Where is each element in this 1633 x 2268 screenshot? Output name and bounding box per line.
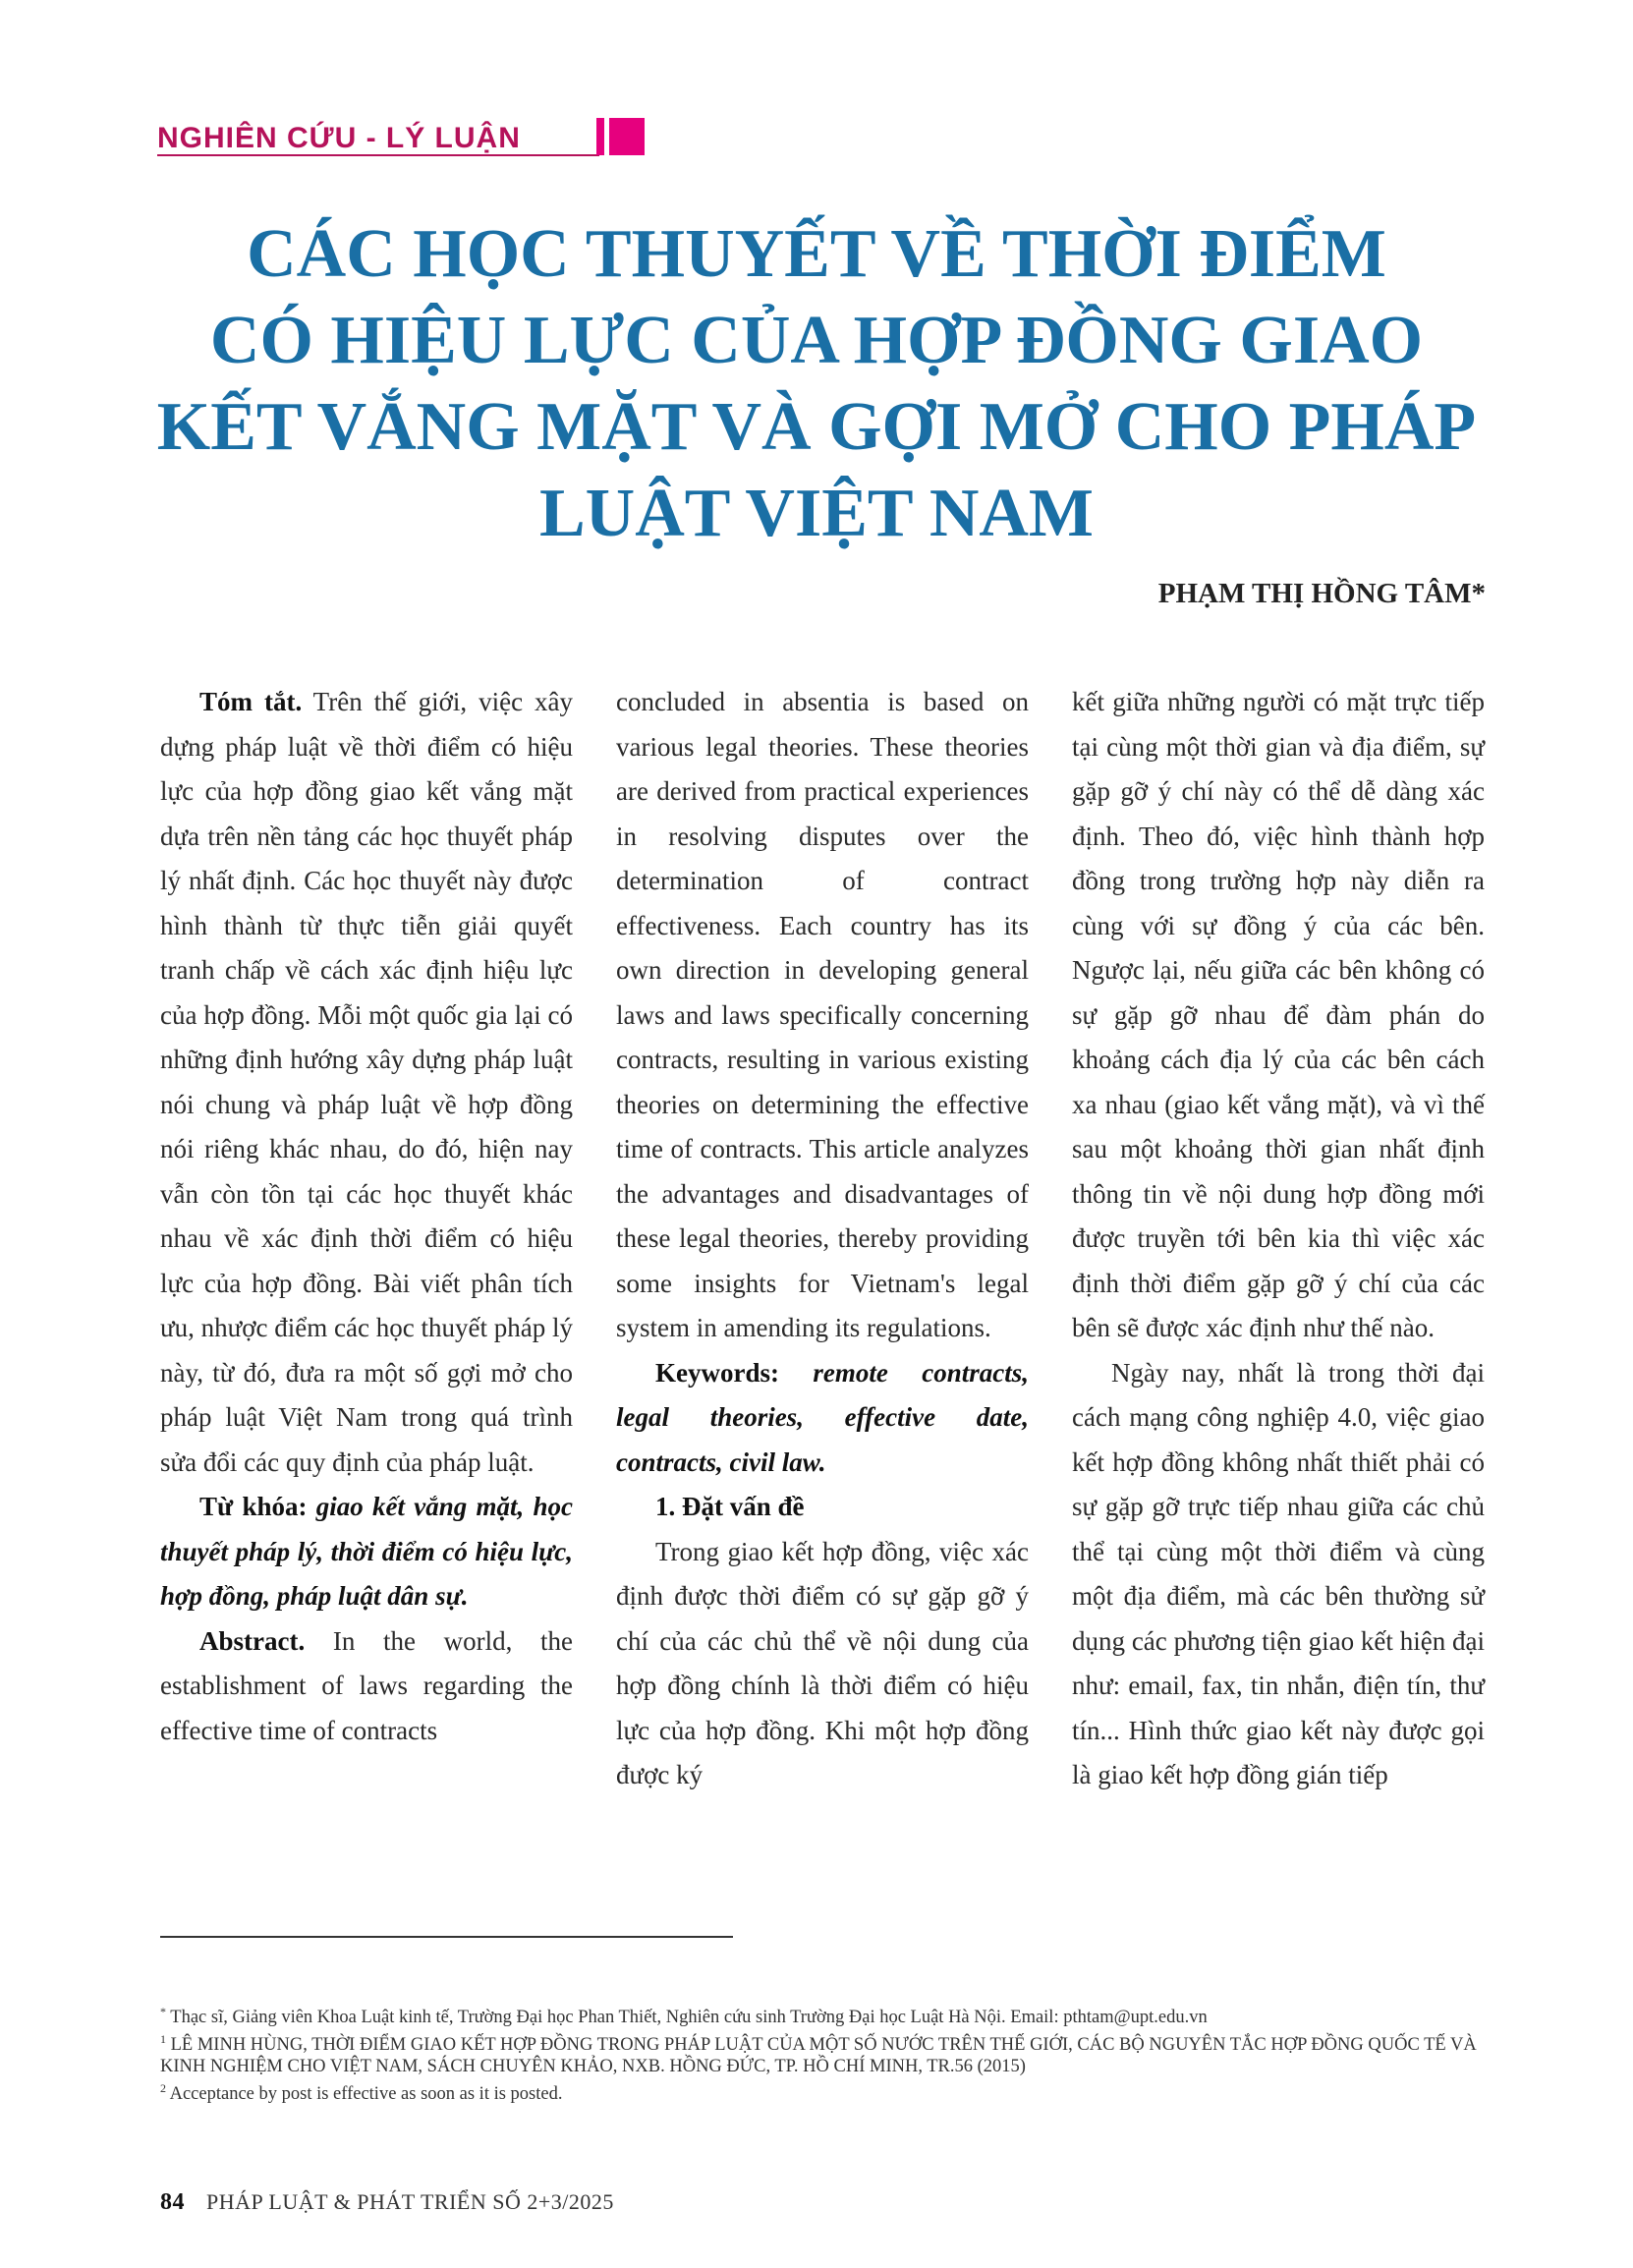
abstract-paragraph <box>160 1619 573 1754</box>
keywords-vi-text: giao kết vắng mặt, học thuyết pháp lý, thời điểm có hiệu lực, hợp đồng, pháp luật dân sự. <box>160 1492 573 1611</box>
title-line: CÁC HỌC THUYẾT VỀ THỜI ĐIỂM <box>247 216 1386 292</box>
section-heading: 1. Đặt vấn đề <box>655 1492 805 1521</box>
keywords-en-paragraph <box>616 1351 1029 1486</box>
journal-name: PHÁP LUẬT & PHÁT TRIỂN SỐ 2+3/2025 <box>206 2189 614 2214</box>
footnote-mark: 1 <box>160 2032 166 2047</box>
abstract-label: Abstract. <box>199 1625 306 1656</box>
title-line: CÓ HIỆU LỰC CỦA HỢP ĐỒNG GIAO <box>209 303 1424 378</box>
article-title <box>118 211 1515 557</box>
footnotes <box>160 2001 1477 2105</box>
page-number: 84 <box>160 2189 185 2215</box>
title-line: KẾT VẮNG MẶT VÀ GỢI MỞ CHO PHÁP <box>156 389 1477 465</box>
keywords-vi-paragraph <box>160 1485 573 1619</box>
abstract-continued: concluded in absentia is based on various legal theories. These theories are derived from practical experiences in resolving disputes over the determination of contract effectiveness. Each country has its own direction in developing general laws and laws specifically concerning contracts, resulting in various existing theories on determining the effective time of contracts. This article analyzes the advantages and disadvantages of these legal theories, thereby providing some insights for Vietnam's legal system in amending its regulations. <box>616 687 1029 1342</box>
body-paragraph: Trong giao kết hợp đồng, việc xác định được thời điểm có sự gặp gỡ ý chí của các chủ thể về nội dung của hợp đồng chính là thời điểm có hiệu lực của hợp đồng. Khi một hợp đồng được ký <box>616 1536 1029 1789</box>
keywords-en-text: remote contracts, legal theories, effective date, contracts, civil law. <box>616 1357 1029 1477</box>
text-column-2 <box>616 680 1029 1798</box>
body-paragraph-continued: kết giữa những người có mặt trực tiếp tại cùng một thời gian và địa điểm, sự gặp gỡ ý chí này có thể dễ dàng xác định. Theo đó, việc hình thành hợp đồng trong trường hợp này diễn ra cùng với sự đồng ý của các bên. Ngược lại, nếu giữa các bên không có sự gặp gỡ nhau để đàm phán do khoảng cách địa lý của các bên cách xa nhau (giao kết vắng mặt), và vì thế sau một khoảng thời gian nhất định thông tin về nội dung hợp đồng mới được truyền tới bên kia thì việc xác định thời điểm gặp gỡ ý chí của các bên sẽ được xác định như thế nào. <box>1072 687 1485 1342</box>
author-name: PHẠM THỊ HỒNG TÂM* <box>1157 578 1486 609</box>
section-label: NGHIÊN CỨU - LÝ LUẬN <box>157 122 521 154</box>
footnote-author: * Thạc sĩ, Giảng viên Khoa Luật kinh tế, Trường Đại học Phan Thiết, Nghiên cứu sinh Trường Đại học Luật Hà Nội. Email: pthtam@upt.edu.vn <box>160 2005 1208 2028</box>
section-marker-block <box>609 118 645 155</box>
page-footer <box>160 2189 614 2216</box>
text-column-1 <box>160 680 573 1753</box>
footnote-2: $^2$ Acceptance by post is effective as soon as it is posted. <box>160 2081 563 2105</box>
summary-label: Tóm tắt. <box>199 687 303 716</box>
summary-paragraph <box>160 680 573 1485</box>
footnote-mark: * <box>160 2005 166 2018</box>
keywords-en-label: Keywords: <box>655 1357 779 1388</box>
footnote-divider <box>160 1936 733 1938</box>
footnote-mark: 2 <box>160 2081 166 2096</box>
abstract-text-part1: In the world, the establishment of laws regarding the effective time of contracts <box>160 1625 573 1745</box>
title-line: LUẬT VIỆT NAM <box>538 476 1095 551</box>
text-column-3 <box>1072 680 1485 1798</box>
section-marker-bar <box>596 118 604 155</box>
section-underline <box>157 154 599 156</box>
summary-text: Trên thế giới, việc xây dựng pháp luật về thời điểm có hiệu lực của hợp đồng giao kết vắng mặt dựa trên nền tảng các học thuyết pháp lý nhất định. Các học thuyết này được hình thành từ thực tiễn giải quyết tranh chấp về cách xác định hiệu lực của hợp đồng. Mỗi một quốc gia lại có những định hướng xây dựng pháp luật nói chung và pháp luật về hợp đồng nói riêng khác nhau, do đó, hiện nay vẫn còn tồn tại các học thuyết khác nhau về xác định thời điểm có hiệu lực của hợp đồng. Bài viết phân tích ưu, nhược điểm các học thuyết pháp lý này, từ đó, đưa ra một số gợi mở cho pháp luật Việt Nam trong quá trình sửa đổi các quy định của pháp luật. <box>160 687 574 1477</box>
footnote-1: $^1$ LÊ MINH HÙNG, THỜI ĐIỂM GIAO KẾT HỢP ĐỒNG TRONG PHÁP LUẬT CỦA MỘT SỐ NƯỚC TRÊN THẾ GIỚI, CÁC BỘ NGUYÊN TẮC HỢP ĐỒNG QUỐC TẾ VÀ KINH NGHIỆM CHO VIỆT NAM, SÁCH CHUYÊN KHẢO, NXB. HỒNG ĐỨC, TP. HỒ CHÍ MINH, TR.56 (2015) <box>160 2032 1477 2077</box>
body-paragraph: Ngày nay, nhất là trong thời đại cách mạng công nghiệp 4.0, việc giao kết hợp đồng không nhất thiết phải có sự gặp gỡ trực tiếp nhau giữa các chủ thể tại cùng một thời điểm và cùng một địa điểm, mà các bên thường sử dụng các phương tiện giao kết hiện đại như: email, fax, tin nhắn, điện tín, thư tín... Hình thức giao kết này được gọi là giao kết hợp đồng gián tiếp <box>1072 1357 1485 1789</box>
keywords-vi-label: Từ khóa: <box>199 1492 308 1521</box>
